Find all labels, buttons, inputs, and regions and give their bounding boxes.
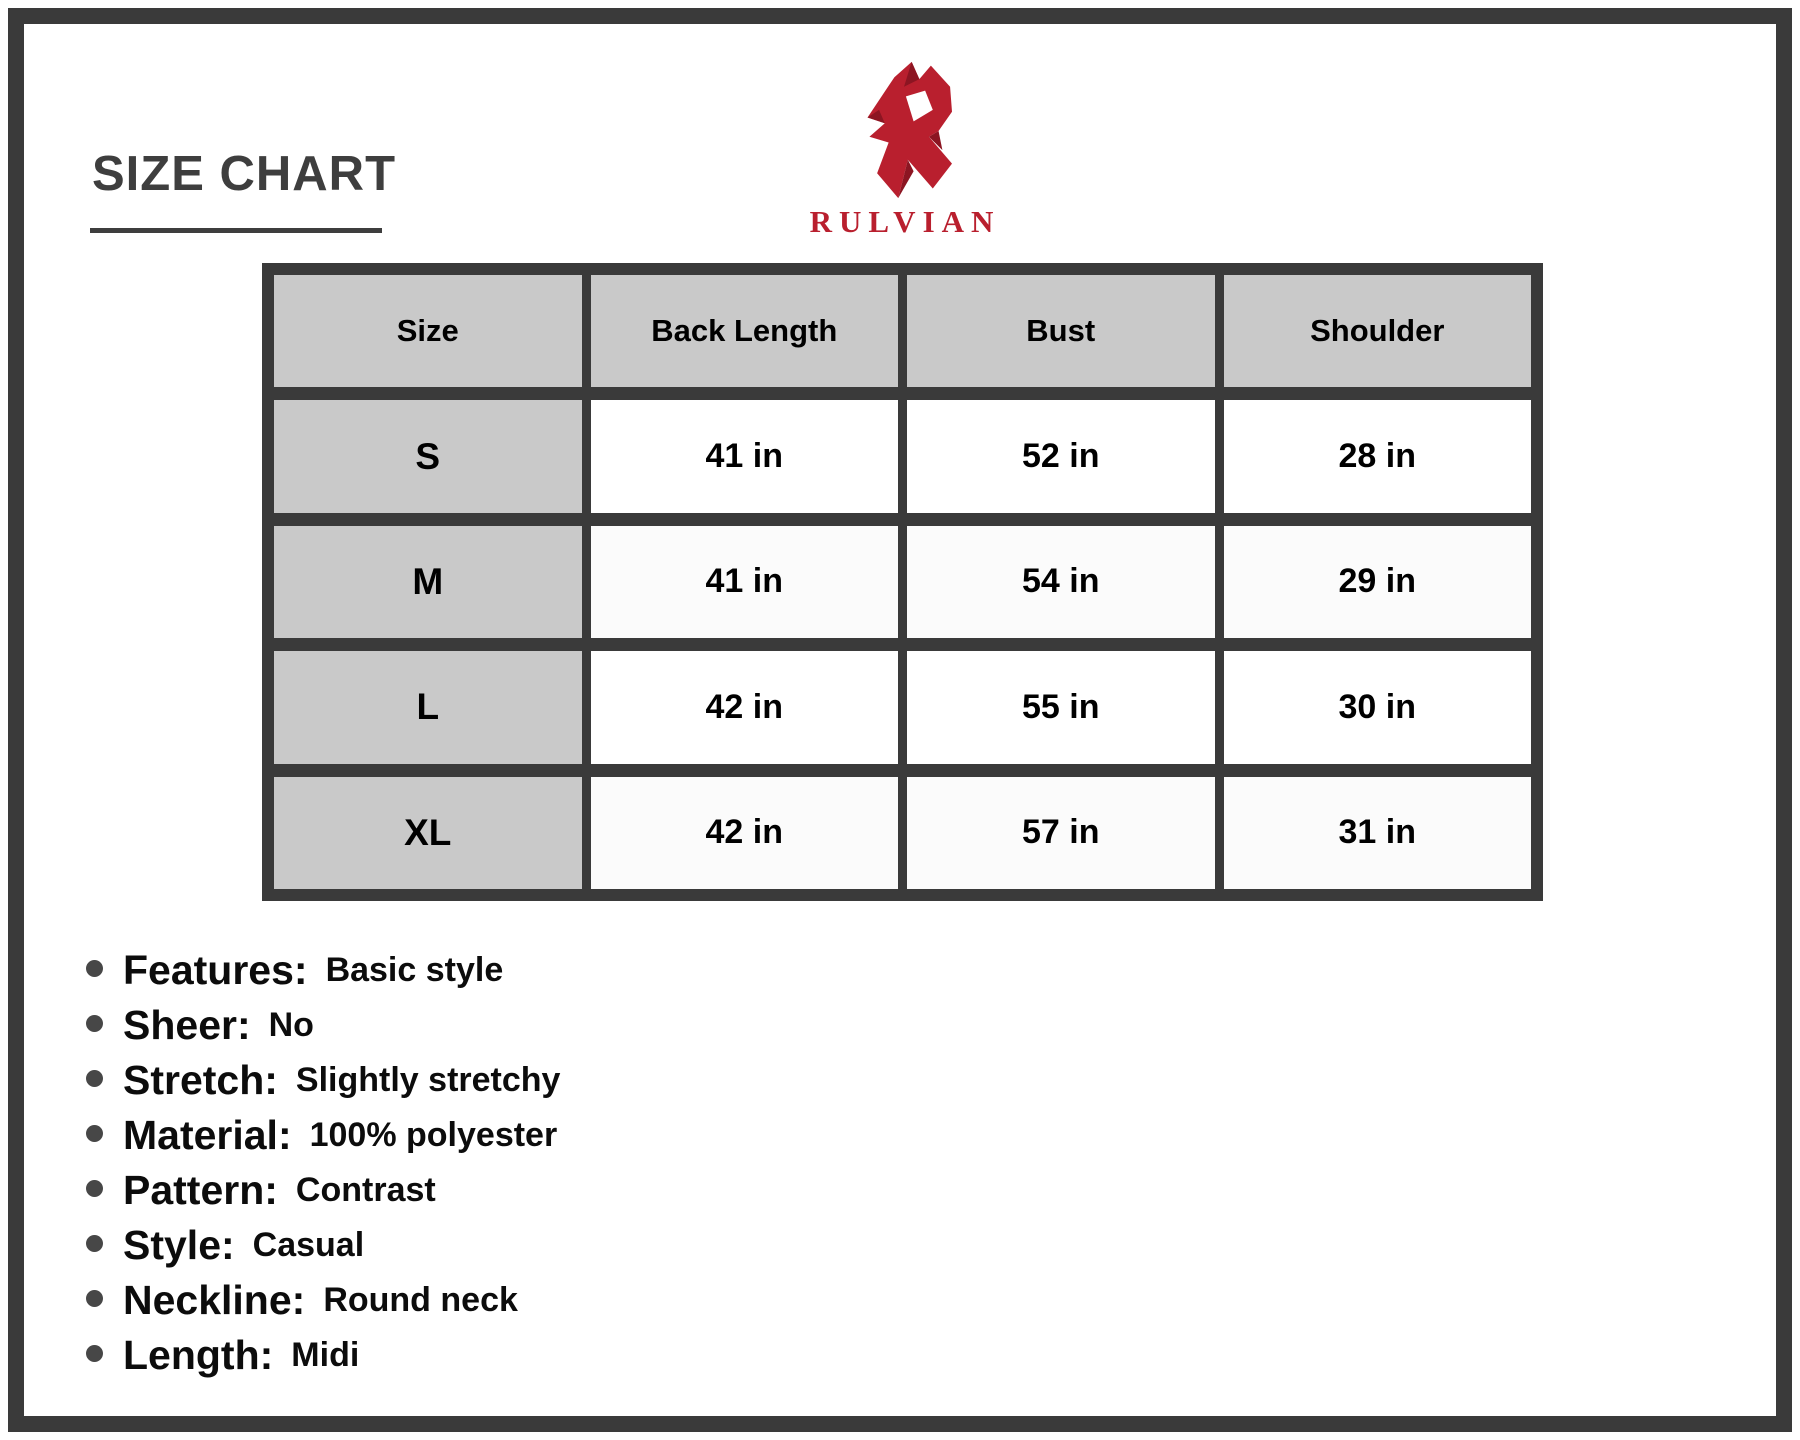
bullet-icon: [86, 1070, 103, 1087]
detail-label: Stretch:: [123, 1057, 278, 1103]
bullet-icon: [86, 1345, 103, 1362]
value-cell: 30 in: [1224, 651, 1532, 763]
size-cell: S: [274, 400, 582, 512]
value-cell: 41 in: [591, 526, 899, 638]
bullet-icon: [86, 1290, 103, 1307]
detail-item-sheer: [86, 1003, 560, 1048]
value-cell: 29 in: [1224, 526, 1532, 638]
detail-value: No: [268, 1006, 314, 1044]
size-cell: XL: [274, 777, 582, 889]
value-cell: 41 in: [591, 400, 899, 512]
detail-item-stretch: [86, 1058, 560, 1103]
detail-item-pattern: [86, 1168, 560, 1213]
size-cell: L: [274, 651, 582, 763]
detail-item-length: [86, 1333, 560, 1378]
detail-item-style: [86, 1223, 560, 1268]
brand-name: RULVIAN: [809, 204, 1001, 239]
detail-label: Length:: [123, 1332, 274, 1378]
detail-item-material: [86, 1113, 560, 1158]
detail-label: Sheer:: [123, 1002, 251, 1048]
detail-label: Neckline:: [123, 1277, 306, 1323]
bullet-icon: [86, 1015, 103, 1032]
header-cell-back-length: Back Length: [591, 275, 899, 387]
header-cell-size: Size: [274, 275, 582, 387]
detail-value: Slightly stretchy: [295, 1061, 561, 1099]
bullet-icon: [86, 1235, 103, 1252]
brand-logo-icon: [843, 58, 965, 202]
value-cell: 42 in: [591, 651, 899, 763]
value-cell: 57 in: [907, 777, 1215, 889]
value-cell: 31 in: [1224, 777, 1532, 889]
detail-value: Midi: [291, 1336, 360, 1374]
header-cell-shoulder: Shoulder: [1224, 275, 1532, 387]
detail-value: Round neck: [323, 1281, 518, 1319]
value-cell: 55 in: [907, 651, 1215, 763]
size-cell: M: [274, 526, 582, 638]
value-cell: 42 in: [591, 777, 899, 889]
bullet-icon: [86, 1180, 103, 1197]
detail-item-neckline: [86, 1278, 560, 1323]
title-underline: [90, 228, 382, 233]
detail-label: Pattern:: [123, 1167, 278, 1213]
value-cell: 52 in: [907, 400, 1215, 512]
detail-label: Material:: [123, 1112, 292, 1158]
bullet-icon: [86, 960, 103, 977]
detail-value: Casual: [252, 1226, 365, 1264]
size-table: [262, 263, 1543, 901]
detail-item-features: [86, 948, 560, 993]
detail-value: Basic style: [325, 951, 504, 989]
bullet-icon: [86, 1125, 103, 1142]
detail-value: Contrast: [295, 1171, 436, 1209]
page-title: SIZE CHART: [92, 147, 396, 201]
detail-value: 100% polyester: [309, 1116, 558, 1154]
product-details-list: [86, 948, 560, 1388]
detail-label: Features:: [123, 947, 308, 993]
detail-label: Style:: [123, 1222, 235, 1268]
header-cell-bust: Bust: [907, 275, 1215, 387]
value-cell: 54 in: [907, 526, 1215, 638]
value-cell: 28 in: [1224, 400, 1532, 512]
